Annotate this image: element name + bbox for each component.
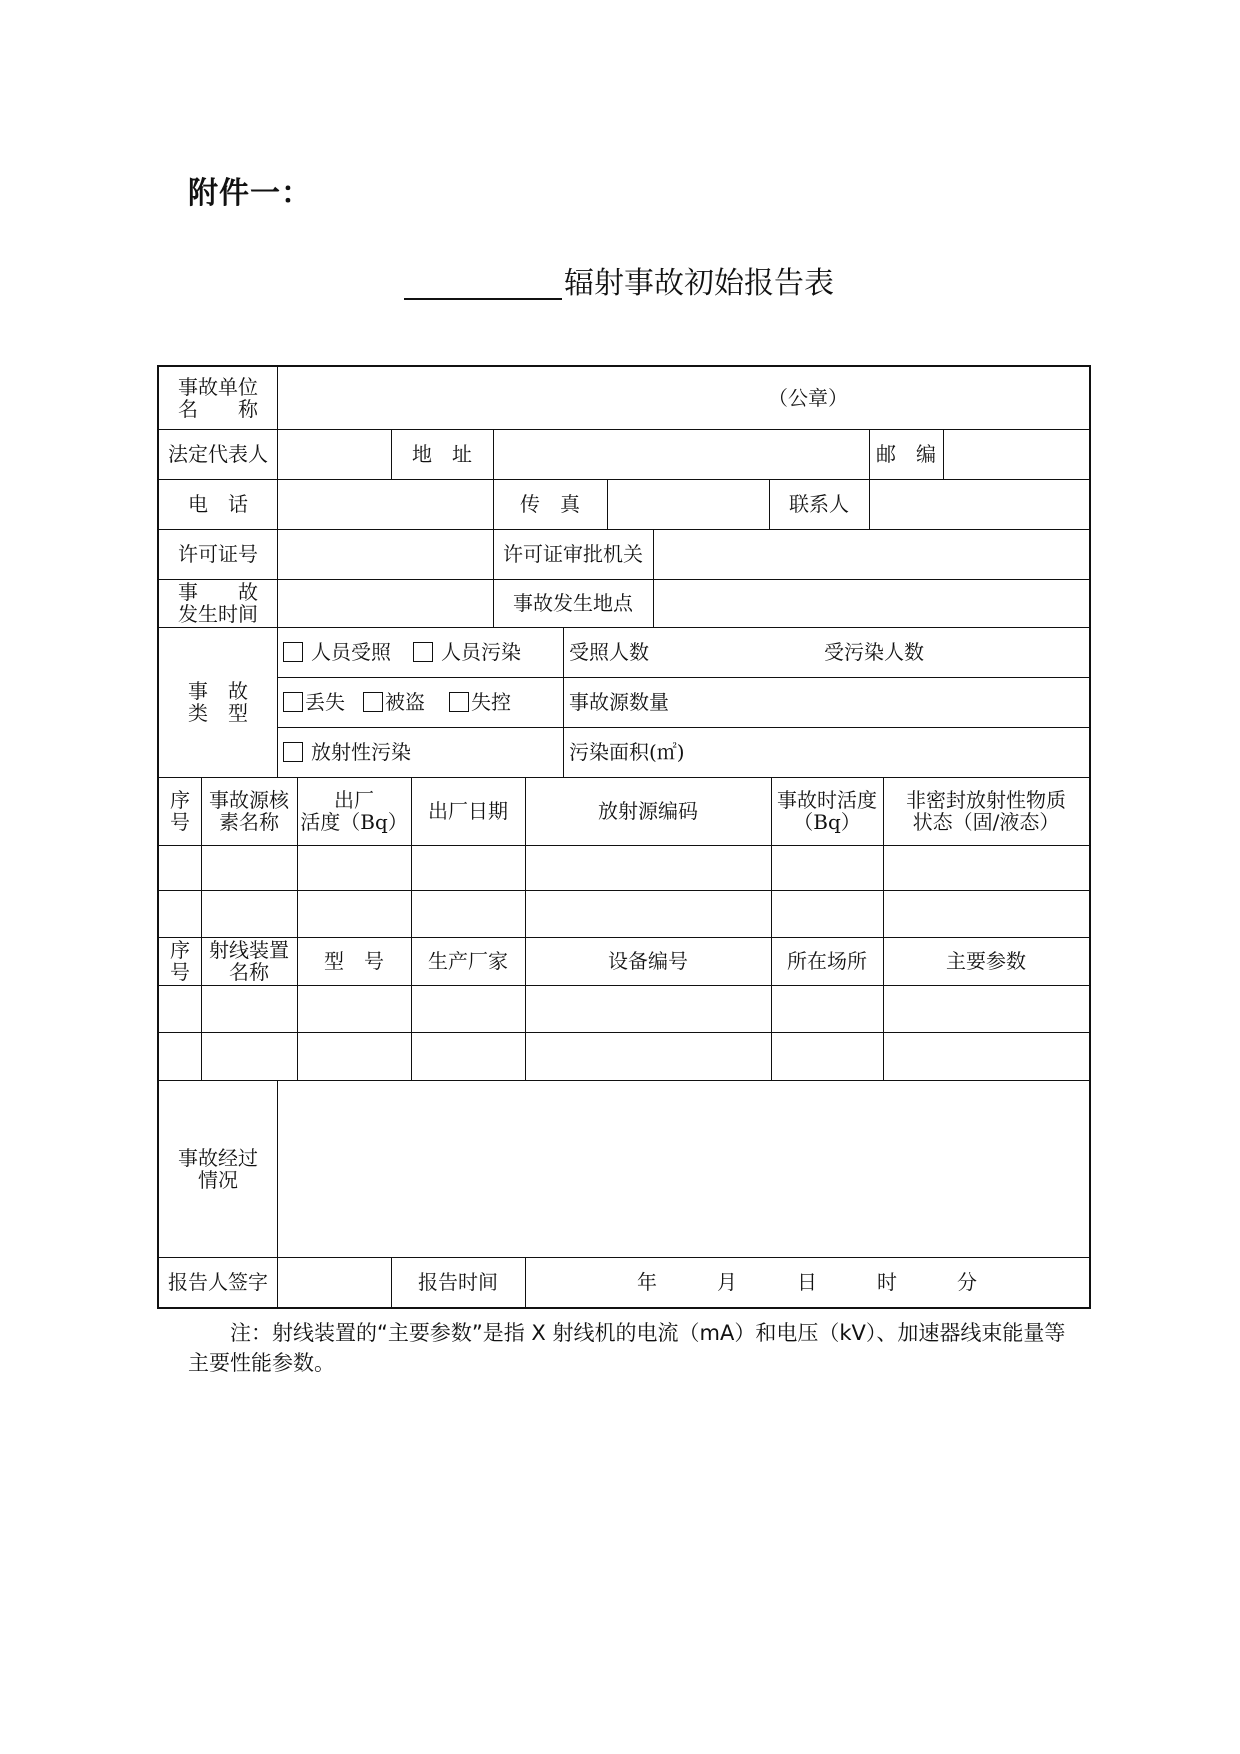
license-no-field[interactable]	[277, 529, 493, 579]
accident-process-field[interactable]	[277, 1080, 1089, 1257]
accident-time-field[interactable]	[277, 579, 493, 627]
source-accident-activity-header: 事故时活度 （Bq）	[777, 788, 877, 834]
radioactive-contamination-label: 放射性污染	[311, 740, 411, 764]
title-blank-line[interactable]	[404, 264, 562, 300]
seal-label: （公章）	[768, 386, 848, 410]
source-count-label: 事故源数量	[569, 690, 669, 714]
stolen-label: 被盗	[385, 690, 425, 714]
accident-process-label: 事故经过 情况	[178, 1145, 258, 1192]
license-authority-field[interactable]	[653, 529, 1089, 579]
irradiated-count-label: 受照人数	[569, 640, 649, 664]
contamination-area-label: 污染面积(㎡)	[569, 740, 685, 764]
type-row-3	[277, 727, 563, 777]
contaminated-count-label: 受污染人数	[824, 640, 924, 664]
accident-place-label: 事故发生地点	[513, 591, 633, 615]
contaminated-checkbox[interactable]	[413, 642, 433, 662]
accident-time-label: 事 故 发生时间	[178, 580, 258, 626]
report-datetime-text: 年 月 日 时 分	[637, 1270, 977, 1294]
report-form	[157, 365, 1091, 1309]
phone-label: 电 话	[188, 492, 248, 516]
contaminated-label: 人员污染	[441, 640, 521, 664]
title-text: 辐射事故初始报告表	[564, 266, 834, 301]
source-activity-header: 出厂 活度（Bq）	[300, 788, 408, 834]
contact-field[interactable]	[869, 479, 1089, 529]
type-row-1	[277, 627, 563, 677]
source-date-header: 出厂日期	[428, 799, 508, 823]
postcode-field[interactable]	[943, 429, 1089, 479]
device-no-header: 序 号	[170, 938, 190, 984]
license-authority-label: 许可证审批机关	[503, 542, 643, 566]
source-code-header: 放射源编码	[598, 799, 698, 823]
address-label: 地 址	[412, 442, 472, 466]
out-of-control-label: 失控	[471, 690, 511, 714]
fax-field[interactable]	[607, 479, 769, 529]
irradiated-checkbox[interactable]	[283, 642, 303, 662]
source-nuclide-header: 事故源核 素名称	[209, 788, 289, 834]
device-table-row[interactable]	[159, 1032, 1089, 1080]
source-no-header: 序 号	[170, 788, 190, 834]
accident-place-field[interactable]	[653, 579, 1089, 627]
type-row-2	[277, 677, 563, 727]
contact-label: 联系人	[789, 492, 849, 516]
device-name-header: 射线装置 名称	[209, 938, 289, 984]
fax-label: 传 真	[520, 492, 580, 516]
radioactive-contamination-checkbox[interactable]	[283, 742, 303, 762]
unit-name-field[interactable]	[277, 367, 1089, 429]
contamination-area-cell[interactable]	[563, 727, 1089, 777]
accident-type-label: 事 故 类 型	[188, 679, 248, 725]
phone-field[interactable]	[277, 479, 493, 529]
lost-label: 丢失	[305, 690, 345, 714]
address-field[interactable]	[493, 429, 869, 479]
source-table-row[interactable]	[159, 890, 1089, 937]
irradiated-label: 人员受照	[311, 640, 391, 664]
reporter-signature-label: 报告人签字	[168, 1270, 268, 1294]
report-time-field[interactable]	[525, 1257, 1089, 1307]
source-count-cell[interactable]	[563, 677, 1089, 727]
out-of-control-checkbox[interactable]	[449, 692, 469, 712]
lost-checkbox[interactable]	[283, 692, 303, 712]
postcode-label: 邮 编	[876, 442, 936, 466]
device-params-header: 主要参数	[946, 949, 1026, 973]
source-state-header: 非密封放射性物质 状态（固/液态）	[906, 788, 1066, 834]
device-maker-header: 生产厂家	[428, 949, 508, 973]
legal-rep-field[interactable]	[277, 429, 391, 479]
form-title	[404, 262, 834, 306]
source-table-row[interactable]	[159, 845, 1089, 890]
device-model-header: 型 号	[324, 949, 384, 973]
device-location-header: 所在场所	[787, 949, 867, 973]
report-time-label: 报告时间	[418, 1270, 498, 1294]
legal-rep-label: 法定代表人	[168, 442, 268, 466]
device-table-row[interactable]	[159, 985, 1089, 1032]
stolen-checkbox[interactable]	[363, 692, 383, 712]
attachment-label: 附件一：	[188, 176, 312, 211]
reporter-signature-field[interactable]	[277, 1257, 391, 1307]
irradiated-count-cell[interactable]	[563, 627, 1089, 677]
device-serial-header: 设备编号	[608, 949, 688, 973]
license-no-label: 许可证号	[178, 542, 258, 566]
footnote: 注：射线装置的“主要参数”是指 X 射线机的电流（mA）和电压（kV）、加速器线束能量等主要性能参数。	[188, 1321, 1066, 1375]
unit-name-label: 事故单位 名 称	[178, 375, 258, 421]
